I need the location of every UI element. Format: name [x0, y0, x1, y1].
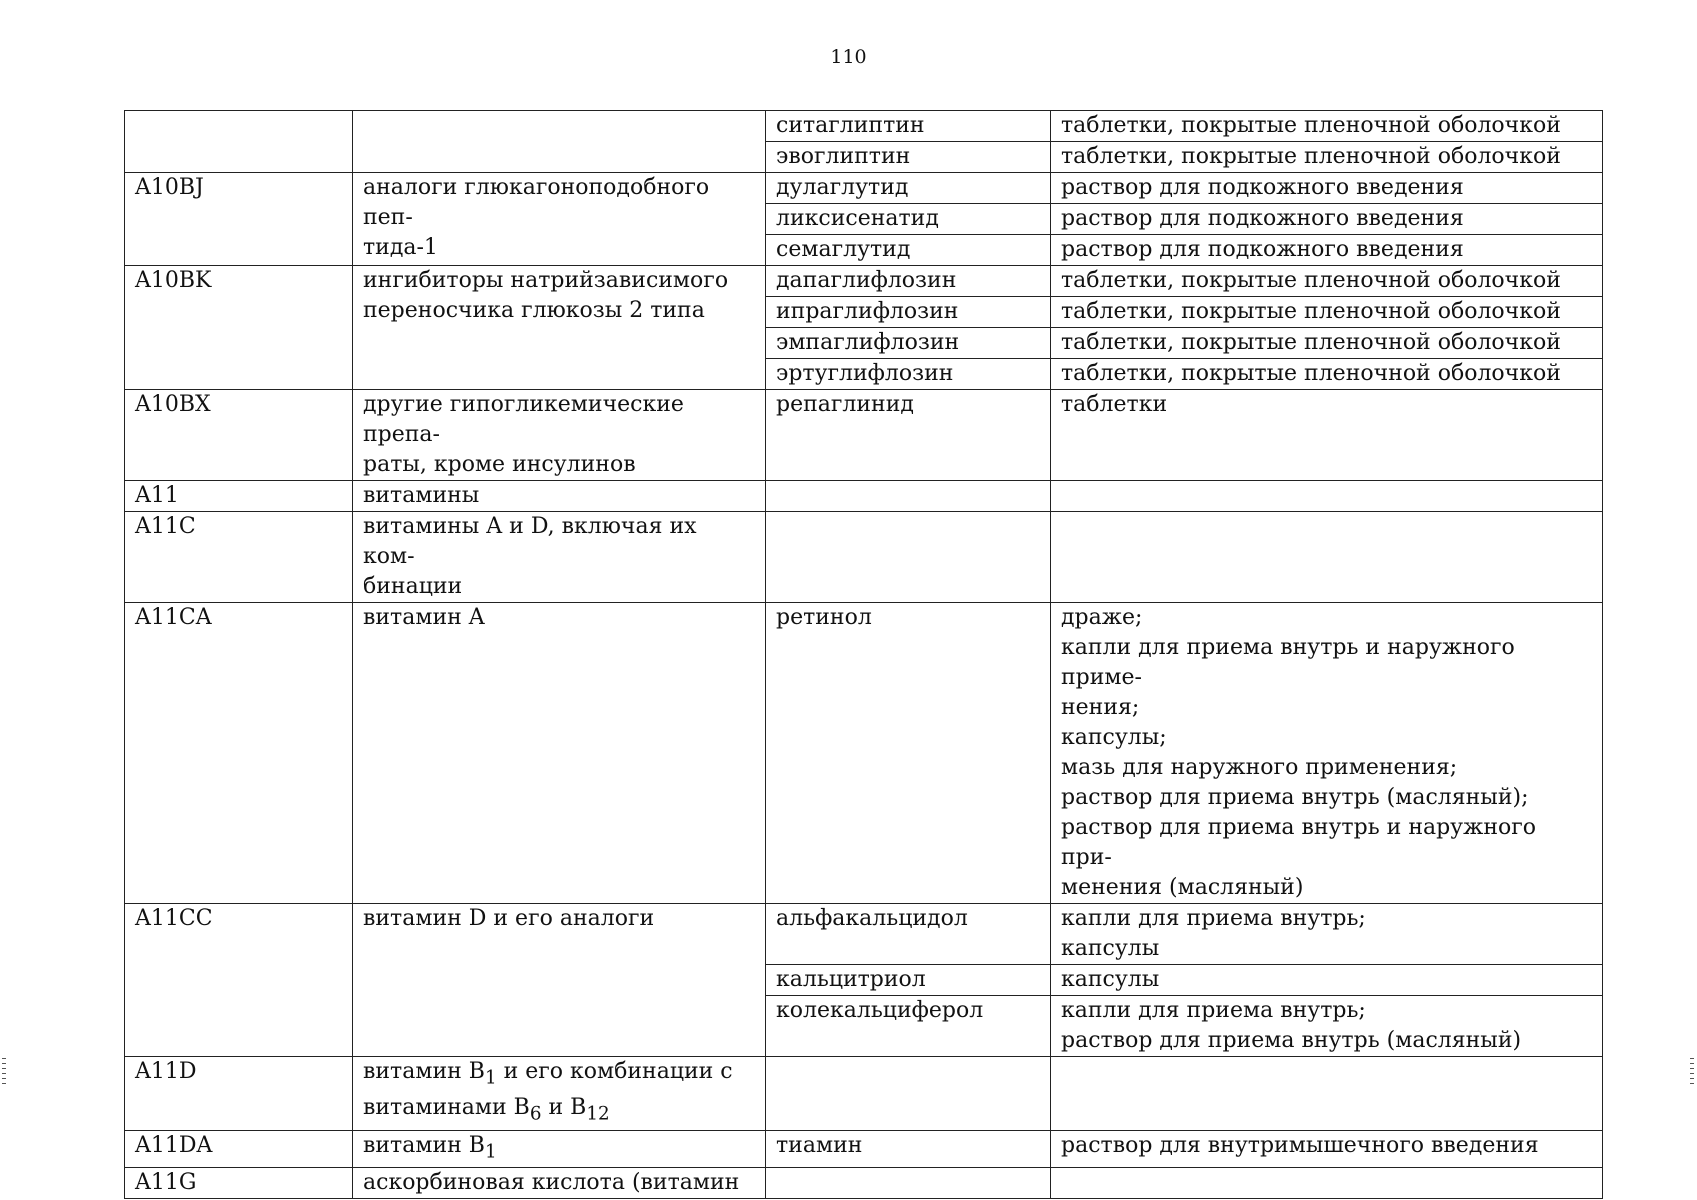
dosage-form-cell	[1051, 1057, 1603, 1131]
drug-name-cell: семаглутид	[766, 235, 1051, 266]
drug-name-cell: ипраглифлозин	[766, 297, 1051, 328]
drug-name-cell	[766, 1057, 1051, 1131]
dosage-form-cell: капли для приема внутрь; капсулы	[1051, 904, 1603, 965]
drug-name-cell	[766, 1168, 1051, 1199]
dosage-form-cell: капсулы	[1051, 965, 1603, 996]
group-name-cell: витамин D и его аналоги	[353, 904, 766, 1057]
name-text: и его комбинации с витаминами B	[363, 1059, 733, 1121]
name-text: витамин B	[363, 1059, 485, 1084]
dosage-form-cell: таблетки, покрытые пленочной оболочкой	[1051, 142, 1603, 173]
atc-code-cell: A11C	[125, 512, 353, 603]
atc-code-cell: A11G	[125, 1168, 353, 1199]
atc-code-cell: A10BK	[125, 266, 353, 390]
dosage-form-cell: раствор для подкожного введения	[1051, 235, 1603, 266]
drug-name-cell: тиамин	[766, 1130, 1051, 1167]
atc-code-cell: A10BX	[125, 390, 353, 481]
subscript: 12	[586, 1103, 610, 1125]
drug-name-cell	[766, 481, 1051, 512]
table-row	[125, 266, 1603, 297]
subscript: 1	[484, 1141, 497, 1163]
drug-name-cell: эвоглиптин	[766, 142, 1051, 173]
subscript: 1	[484, 1067, 497, 1089]
table-row	[125, 512, 1603, 603]
dosage-form-cell: раствор для внутримышечного введения	[1051, 1130, 1603, 1167]
dosage-form-cell: драже; капли для приема внутрь и наружного приме- нения; капсулы; мазь для наружного применения; раствор для приема внутрь (масляный); раствор для приема внутрь и наружного при- менения (масляный)	[1051, 603, 1603, 904]
drug-name-cell: альфакальцидол	[766, 904, 1051, 965]
dosage-form-cell: таблетки, покрытые пленочной оболочкой	[1051, 111, 1603, 142]
scan-edge-mark	[1690, 1058, 1694, 1084]
dosage-form-cell	[1051, 481, 1603, 512]
dosage-form-cell: таблетки	[1051, 390, 1603, 481]
group-name-cell	[353, 1057, 766, 1131]
drug-name-cell	[766, 512, 1051, 603]
name-text: витамин B	[363, 1132, 485, 1158]
dosage-form-cell: таблетки, покрытые пленочной оболочкой	[1051, 359, 1603, 390]
page-number: 110	[830, 46, 867, 68]
group-name-cell: витамины	[353, 481, 766, 512]
dosage-form-cell: таблетки, покрытые пленочной оболочкой	[1051, 297, 1603, 328]
drug-name-cell: ретинол	[766, 603, 1051, 904]
table-row	[125, 390, 1603, 481]
dosage-form-cell: раствор для подкожного введения	[1051, 173, 1603, 204]
table-row	[125, 1130, 1603, 1167]
drug-name-cell: эмпаглифлозин	[766, 328, 1051, 359]
group-name-cell	[353, 111, 766, 173]
atc-code-cell: A11D	[125, 1057, 353, 1131]
drug-name-cell: ситаглиптин	[766, 111, 1051, 142]
dosage-form-cell: капли для приема внутрь; раствор для приема внутрь (масляный)	[1051, 996, 1603, 1057]
group-name-cell: другие гипогликемические препа- раты, кроме инсулинов	[353, 390, 766, 481]
dosage-form-cell: таблетки, покрытые пленочной оболочкой	[1051, 266, 1603, 297]
atc-code-cell: A11CC	[125, 904, 353, 1057]
table-row	[125, 1168, 1603, 1199]
table-row	[125, 603, 1603, 904]
scan-edge-mark	[2, 1058, 6, 1084]
group-name-cell: витамин A	[353, 603, 766, 904]
dosage-form-cell	[1051, 512, 1603, 603]
drug-name-cell: репаглинид	[766, 390, 1051, 481]
atc-code-cell: A11DA	[125, 1130, 353, 1167]
drug-name-cell: дулаглутид	[766, 173, 1051, 204]
group-name-cell: аналоги глюкагоноподобного пеп- тида-1	[353, 173, 766, 266]
drug-name-cell: ликсисенатид	[766, 204, 1051, 235]
drug-name-cell: кальцитриол	[766, 965, 1051, 996]
table-row	[125, 481, 1603, 512]
dosage-form-cell: раствор для подкожного введения	[1051, 204, 1603, 235]
dosage-form-cell	[1051, 1168, 1603, 1199]
atc-code-cell	[125, 111, 353, 173]
drug-name-cell: эртуглифлозин	[766, 359, 1051, 390]
atc-code-cell: A11CA	[125, 603, 353, 904]
group-name-cell	[353, 1130, 766, 1167]
drug-name-cell: колекальциферол	[766, 996, 1051, 1057]
subscript: 6	[529, 1103, 542, 1125]
dosage-form-cell: таблетки, покрытые пленочной оболочкой	[1051, 328, 1603, 359]
table-row	[125, 1057, 1603, 1131]
table-row	[125, 904, 1603, 965]
drug-name-cell: дапаглифлозин	[766, 266, 1051, 297]
group-name-cell: аскорбиновая кислота (витамин	[353, 1168, 766, 1199]
group-name-cell: ингибиторы натрийзависимого переносчика глюкозы 2 типа	[353, 266, 766, 390]
table-row	[125, 173, 1603, 204]
table-row	[125, 111, 1603, 142]
atc-code-cell: A10BJ	[125, 173, 353, 266]
name-text: и B	[541, 1095, 587, 1121]
atc-code-cell: A11	[125, 481, 353, 512]
drug-classification-table	[124, 110, 1603, 1199]
group-name-cell: витамины A и D, включая их ком- бинации	[353, 512, 766, 603]
